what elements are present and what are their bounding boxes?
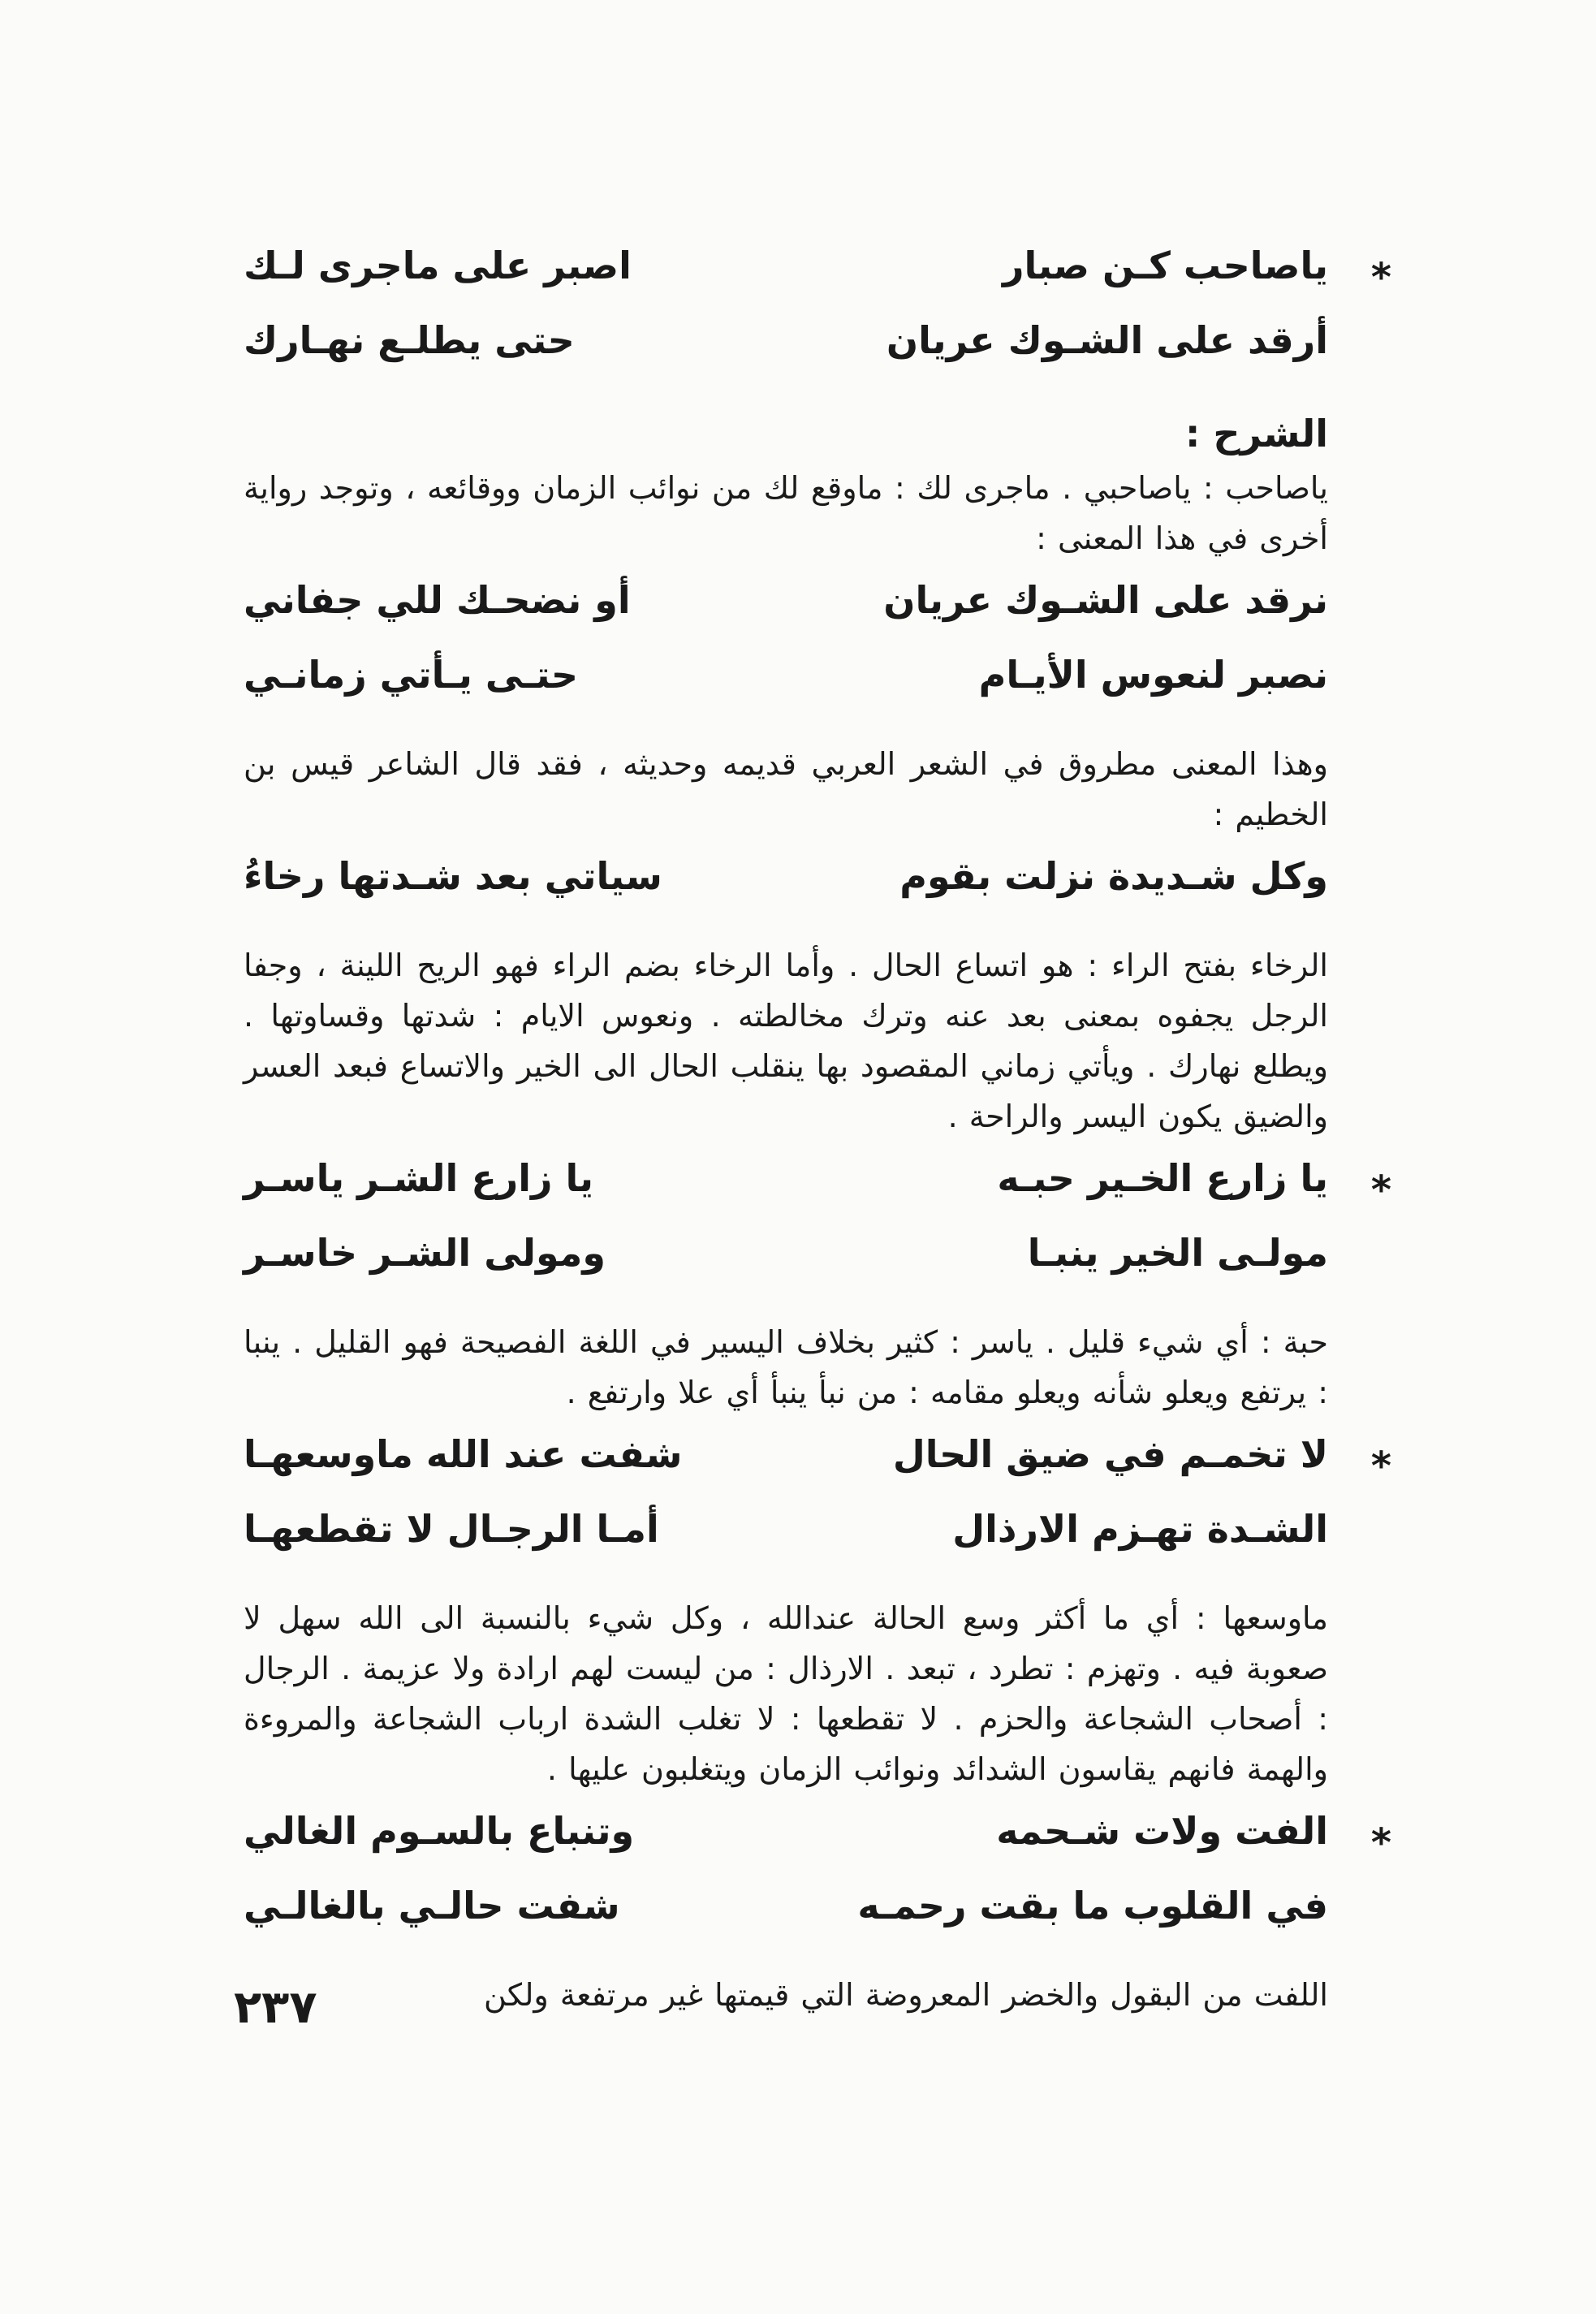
verse-block [244, 1432, 1391, 1582]
verse-hemistich-first: في القلوب ما بقت رحمـه [857, 1884, 1328, 1928]
verse-hemistich-first: نرقد على الشـوك عريان [883, 578, 1328, 622]
commentary-paragraph: ياصاحب : ياصاحبي . ماجرى لك : ماوقع لك من نوائب الزمان ووقائعه ، وتوجد رواية أخرى في هذا المعنى : [244, 470, 1328, 556]
verse-line [244, 1156, 1328, 1231]
verse-hemistich-second: شفت حالـي بالغالـي [244, 1884, 620, 1928]
asterisk-icon: * [1370, 1168, 1391, 1213]
commentary-paragraph: ماوسعها : أي ما أكثر وسع الحالة عندالله ، وكل شيء بالنسبة الى الله سهل لا صعوبة فيه . وتهزم : تطرد ، تبعد . الارذال : من ليست لهم ارادة ولا عزيمة . الرجال : أصحاب الشجاعة والحزم . لا تقطعها : لا تغلب الشدة ارباب الشجاعة والمروءة والهمة فانهم يقاسون الشدائد ونوائب الزمان ويتغلبون عليها . [244, 1600, 1328, 1787]
verse-line [244, 244, 1328, 318]
page-number: ٢٣٧ [234, 1981, 317, 2034]
verse-block [244, 578, 1328, 727]
verse-hemistich-first: يا زارع الخـير حبـه [997, 1156, 1328, 1200]
verse-block [244, 854, 1328, 929]
verse-hemistich-second: يا زارع الشـر ياسـر [244, 1156, 594, 1200]
verse-line [244, 1507, 1328, 1582]
verse-line [244, 318, 1328, 393]
verse-line [244, 578, 1328, 653]
asterisk-icon: * [1370, 1820, 1391, 1866]
commentary-paragraph: وهذا المعنى مطروق في الشعر العربي قديمه وحديثه ، فقد قال الشاعر قيس بن الخطيم : [244, 746, 1328, 832]
verse-hemistich-second: اصبر على ماجرى لـك [244, 244, 632, 287]
page-content [244, 244, 1391, 2035]
verse-line [244, 1432, 1328, 1507]
verse-line [244, 854, 1328, 929]
verse-block [244, 1809, 1391, 1958]
verse-hemistich-first: لا تخمـم في ضيق الحال [892, 1432, 1328, 1476]
verse-hemistich-second: حتى يطلـع نهـارك [244, 318, 575, 362]
verse-block [244, 244, 1391, 393]
verse-hemistich-second: سياتي بعد شـدتها رخاءُ [244, 854, 662, 898]
verse-hemistich-second: شفت عند الله ماوسعهـا [244, 1432, 683, 1476]
verse-hemistich-first: مولـى الخير ينبـا [1027, 1231, 1328, 1275]
verse-line [244, 1884, 1328, 1958]
commentary-paragraph: اللفت من البقول والخضر المعروضة التي قيمتها غير مرتفعة ولكن [483, 1977, 1328, 2013]
verse-line [244, 1231, 1328, 1306]
verse-line [244, 1809, 1328, 1884]
section-heading: الشرح : [1184, 412, 1328, 455]
verse-hemistich-first: الفت ولات شـحمه [996, 1809, 1328, 1853]
verse-hemistich-second: أو نضحـك للي جفاني [244, 578, 631, 622]
verse-hemistich-first: ياصاحب كـن صبار [1003, 244, 1328, 287]
verse-line [244, 653, 1328, 727]
verse-hemistich-first: نصبر لنعوس الأيـام [978, 653, 1328, 697]
verse-hemistich-second: وتنباع بالسـوم الغالي [244, 1809, 635, 1853]
asterisk-icon: * [1370, 1444, 1391, 1489]
commentary-paragraph: حبة : أي شيء قليل . ياسر : كثير بخلاف اليسير في اللغة الفصيحة فهو القليل . ينبا : يرتفع ويعلو شأنه ويعلو مقامه : من نبأ ينبأ أي علا وارتفع . [244, 1324, 1328, 1410]
commentary-paragraph: الرخاء بفتح الراء : هو اتساع الحال . وأما الرخاء بضم الراء فهو الريح اللينة ، وجفا الرجل يجفوه بمعنى بعد عنه وترك مخالطته . ونعوس الايام : شدتها وقساوتها . ويطلع نهارك . ويأتي زماني المقصود بها ينقلب الحال الى الخير والاتساع فبعد العسر والضيق يكون اليسر والراحة . [244, 948, 1328, 1134]
verse-hemistich-second: ومولى الشـر خاسـر [244, 1231, 606, 1275]
verse-hemistich-first: وكل شـديدة نزلت بقوم [899, 854, 1328, 898]
verse-hemistich-second: أمـا الرجـال لا تقطعهـا [244, 1507, 659, 1551]
verse-block [244, 1156, 1391, 1306]
asterisk-icon: * [1370, 255, 1391, 300]
verse-hemistich-first: أرقد على الشـوك عريان [886, 318, 1328, 362]
verse-hemistich-first: الشـدة تهـزم الارذال [952, 1507, 1328, 1551]
verse-hemistich-second: حتـى يـأتي زمانـي [244, 653, 579, 697]
